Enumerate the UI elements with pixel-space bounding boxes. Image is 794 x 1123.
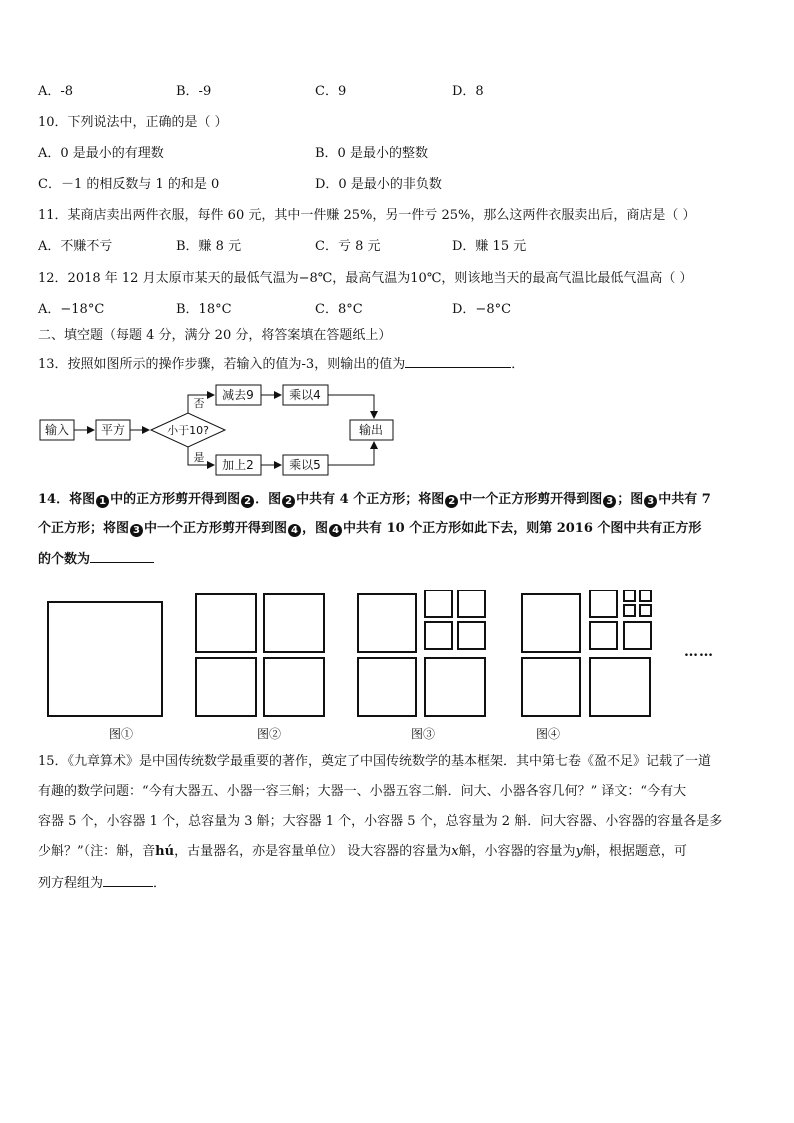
circled-3-icon: 3	[603, 495, 616, 508]
q11-stem: 11．某商店卖出两件衣服，每件 60 元，其中一件赚 25%，另一件亏 25%，那么这两件衣服卖出后，商店是（ ）	[38, 208, 696, 223]
circled-1-icon: 1	[96, 495, 109, 508]
fig3-squares	[358, 590, 485, 716]
q15-text: 少斛？”（注：斛，音	[38, 844, 156, 859]
fig4-caption: 图④	[536, 727, 561, 741]
q14-ellipsis: ……	[684, 644, 714, 660]
q15-text: ．	[153, 876, 167, 891]
q9-option-b: B．-9	[176, 84, 212, 99]
q15-text: ，古量器名，亦是容量单位） 设大容器的容量为	[174, 844, 452, 859]
flow-decision-label: 小于10?	[167, 424, 209, 437]
q14-text: 14．将图	[38, 492, 96, 507]
circled-3-icon: 3	[644, 495, 657, 508]
q14-text: 中一个正方形剪开得到图	[459, 492, 603, 507]
q14-answer-blank[interactable]	[90, 550, 154, 563]
q10-option-b: B．0 是最小的整数	[315, 146, 428, 161]
q14-figures	[40, 590, 720, 720]
q14-text: 中的正方形剪开得到图	[110, 492, 241, 507]
q11-option-c: C．亏 8 元	[315, 239, 381, 254]
q14-text: 中共有 10 个正方形如此下去，则第 2016 个图中共有正方形	[343, 521, 702, 536]
q10-stem: 10．下列说法中，正确的是（ ）	[38, 115, 228, 130]
q14-text: ；图	[617, 492, 644, 507]
variable-x: x	[451, 844, 459, 859]
fig1-caption: 图①	[109, 727, 134, 741]
q14-line-1	[38, 492, 711, 508]
q15-line-2: 有趣的数学问题：“今有大器五、小器一容三斛；大器一、小器五容二斛．问大、小器各容几何？” 译文：“今有大	[38, 784, 687, 799]
q15-line-1: 15．《九章算术》是中国传统数学最重要的著作，奠定了中国传统数学的基本框架．其中第七卷《盈不足》记载了一道	[38, 754, 712, 769]
q13-stem-text: 13．按照如图所示的操作步骤，若输入的值为-3，则输出的值为	[38, 357, 406, 372]
q14-text: ，图	[302, 521, 329, 536]
q12-option-b: B．18°C	[176, 302, 232, 317]
q10-option-c: C．－1 的相反数与 1 的和是 0	[38, 177, 220, 192]
q15-text: 列方程组为	[38, 876, 104, 891]
q15-line-3: 容器 5 个，小容器 1 个，总容量为 3 斛；大容器 1 个，小容器 5 个，总容量为 2 斛．问大容器、小容器的容量各是多	[38, 814, 723, 829]
flow-yes-label: 是	[193, 451, 205, 464]
fig2-squares	[196, 594, 324, 716]
q10-option-a: A．0 是最小的有理数	[38, 146, 164, 161]
q13-answer-blank[interactable]	[405, 355, 511, 368]
q9-option-d: D．8	[452, 84, 484, 99]
q12-stem: 12．2018 年 12 月太原市某天的最低气温为−8℃，最高气温为10℃，则该地当天的最高气温比最低气温高（ ）	[38, 271, 693, 286]
q15-answer-blank[interactable]	[103, 874, 153, 887]
circled-2-icon: 2	[282, 495, 295, 508]
q9-option-c: C．9	[315, 84, 347, 99]
flow-times4-label: 乘以4	[289, 388, 321, 402]
flow-arrow-6	[328, 442, 374, 465]
q13-stem-end: ．	[511, 357, 525, 372]
fig3-caption: 图③	[411, 727, 436, 741]
flow-no-label: 否	[193, 397, 205, 410]
q12-option-d: D．−8°C	[452, 302, 512, 317]
q15-pinyin: hú	[155, 844, 175, 859]
fig1-square	[48, 602, 162, 716]
q13-flowchart	[36, 381, 406, 476]
q12-option-a: A．−18°C	[38, 302, 105, 317]
q14-text: 中共有 4 个正方形；将图	[296, 492, 445, 507]
q13-stem	[38, 355, 524, 373]
flow-arrow-5	[328, 395, 374, 418]
fig4-squares	[522, 590, 651, 716]
q11-option-b: B．赚 8 元	[176, 239, 242, 254]
q14-text: 中一个正方形剪开得到图	[144, 521, 288, 536]
flow-input-label: 输入	[44, 423, 70, 437]
q14-text: 个正方形；将图	[38, 521, 130, 536]
circled-4-icon: 4	[288, 524, 301, 537]
q15-text: 斛，小容器的容量为	[458, 844, 576, 859]
q14-text: 中共有 7	[658, 492, 711, 507]
flow-minus9-label: 减去9	[222, 388, 254, 402]
variable-y: y	[575, 844, 583, 859]
flow-plus2-label: 加上2	[222, 458, 254, 472]
q11-option-d: D．赚 15 元	[452, 239, 527, 254]
q15-text: 斛，根据题意，可	[582, 844, 687, 859]
q11-option-a: A．不赚不亏	[38, 239, 113, 254]
q14-line-2	[38, 521, 701, 537]
circled-3-icon: 3	[130, 524, 143, 537]
q12-option-c: C．8°C	[315, 302, 363, 317]
q10-option-d: D．0 是最小的非负数	[315, 177, 442, 192]
flow-times5-label: 乘以5	[289, 458, 321, 472]
q14-line-3	[38, 550, 154, 568]
q15-line-4	[38, 844, 687, 860]
circled-2-icon: 2	[241, 495, 254, 508]
circled-2-icon: 2	[445, 495, 458, 508]
q14-text: ．图	[255, 492, 282, 507]
section-heading: 二、填空题（每题 4 分，满分 20 分，将答案填在答题纸上）	[38, 328, 392, 343]
q9-option-a: A．-8	[38, 84, 74, 99]
q14-text: 的个数为	[38, 552, 91, 567]
q15-line-5	[38, 874, 166, 892]
fig2-caption: 图②	[257, 727, 282, 741]
flow-output-label: 输出	[358, 423, 384, 437]
flow-square-label: 平方	[100, 423, 126, 437]
circled-4-icon: 4	[329, 524, 342, 537]
